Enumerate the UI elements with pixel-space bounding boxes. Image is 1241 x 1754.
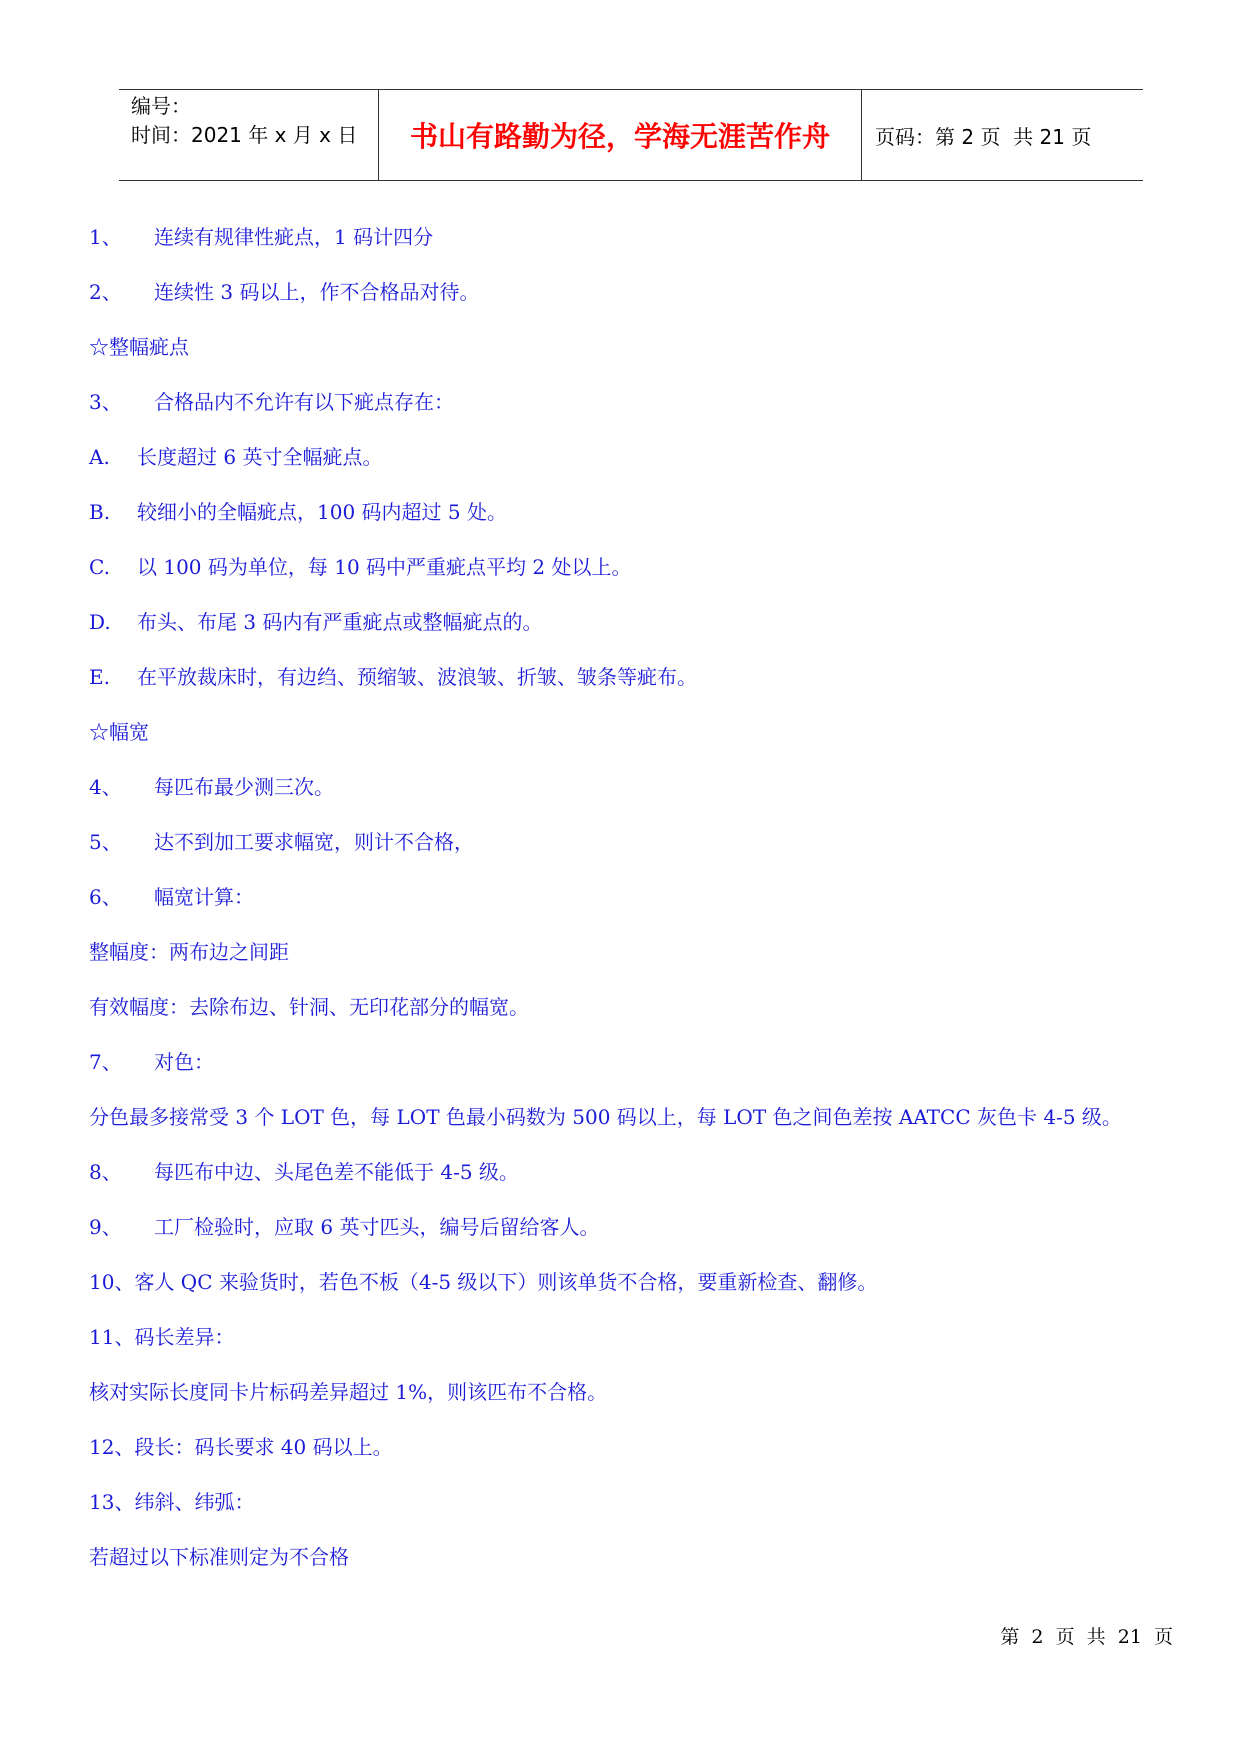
text-line xyxy=(89,827,1169,882)
page-header xyxy=(119,89,1143,181)
item-number: 1、 xyxy=(89,225,122,249)
item-text: 幅宽计算： xyxy=(154,885,254,909)
item-text: 核对实际长度同卡片标码差异超过 1%，则该匹布不合格。 xyxy=(89,1380,608,1404)
text-line xyxy=(89,442,1169,497)
text-line xyxy=(89,992,1169,1047)
text-line xyxy=(89,552,1169,607)
text-line xyxy=(89,607,1169,662)
text-line xyxy=(89,1157,1169,1212)
item-text: 合格品内不允许有以下疵点存在： xyxy=(154,390,454,414)
text-line xyxy=(89,1487,1169,1542)
page-footer: 第 2 页 共 21 页 xyxy=(1000,1626,1173,1648)
header-motto-cell xyxy=(378,90,862,180)
text-line xyxy=(89,497,1169,552)
item-number: C. xyxy=(89,555,110,579)
item-text: 达不到加工要求幅宽，则计不合格， xyxy=(154,830,474,854)
item-text: 连续有规律性疵点，1 码计四分 xyxy=(154,225,434,249)
item-text: 分色最多接常受 3 个 LOT 色，每 LOT 色最小码数为 500 码以上，每 LOT 色之间色差按 AATCC 灰色卡 4-5 级。 xyxy=(89,1105,1122,1129)
item-text: 每匹布中边、头尾色差不能低于 4-5 级。 xyxy=(154,1160,519,1184)
item-text: 10、客人 QC 来验货时，若色不板（4-5 级以下）则该单货不合格，要重新检查、翻修。 xyxy=(89,1270,878,1294)
item-text: 11、码长差异： xyxy=(89,1325,235,1349)
item-text: ☆整幅疵点 xyxy=(89,335,189,359)
item-text: 对色： xyxy=(154,1050,214,1074)
text-line xyxy=(89,1432,1169,1487)
text-line xyxy=(89,1212,1169,1267)
item-text: 每匹布最少测三次。 xyxy=(154,775,334,799)
item-number: 4、 xyxy=(89,775,122,799)
item-text: 工厂检验时，应取 6 英寸匹头，编号后留给客人。 xyxy=(154,1215,600,1239)
item-text: 在平放裁床时，有边绉、预缩皱、波浪皱、折皱、皱条等疵布。 xyxy=(137,665,697,689)
text-line xyxy=(89,937,1169,992)
item-number: 5、 xyxy=(89,830,122,854)
item-text: 12、段长：码长要求 40 码以上。 xyxy=(89,1435,393,1459)
text-line xyxy=(89,1542,1169,1597)
text-line xyxy=(89,1322,1169,1377)
item-number: E. xyxy=(89,665,110,689)
item-text: 以 100 码为单位，每 10 码中严重疵点平均 2 处以上。 xyxy=(137,555,632,579)
text-line xyxy=(89,882,1169,937)
item-text: 较细小的全幅疵点，100 码内超过 5 处。 xyxy=(137,500,507,524)
motto: 书山有路勤为径，学海无涯苦作舟 xyxy=(409,120,830,153)
time-label: 时间：2021 年 x 月 x 日 xyxy=(131,123,358,147)
item-text: 有效幅度：去除布边、针洞、无印花部分的幅宽。 xyxy=(89,995,529,1019)
item-text: 布头、布尾 3 码内有严重疵点或整幅疵点的。 xyxy=(137,610,543,634)
item-number: 7、 xyxy=(89,1050,122,1074)
item-number: D. xyxy=(89,610,111,634)
item-text: 若超过以下标准则定为不合格 xyxy=(89,1545,349,1569)
text-line xyxy=(89,1047,1169,1102)
item-text: ☆幅宽 xyxy=(89,720,149,744)
item-number: 3、 xyxy=(89,390,122,414)
text-line xyxy=(89,387,1169,442)
text-line xyxy=(89,662,1169,717)
text-line xyxy=(89,717,1169,772)
header-page-label: 页码：第 2 页 共 21 页 xyxy=(875,124,1092,149)
item-number: B. xyxy=(89,500,111,524)
item-text: 长度超过 6 英寸全幅疵点。 xyxy=(137,445,383,469)
text-line xyxy=(89,1377,1169,1432)
item-text: 13、纬斜、纬弧： xyxy=(89,1490,255,1514)
item-number: 6、 xyxy=(89,885,122,909)
text-line xyxy=(89,1267,1169,1322)
item-number: 9、 xyxy=(89,1215,122,1239)
text-line xyxy=(89,332,1169,387)
item-number: 8、 xyxy=(89,1160,122,1184)
header-info xyxy=(131,92,381,150)
text-line xyxy=(89,1102,1169,1157)
document-body xyxy=(89,222,1169,1597)
item-number: A. xyxy=(89,445,110,469)
item-text: 整幅度：两布边之间距 xyxy=(89,940,289,964)
text-line xyxy=(89,277,1169,332)
number-label: 编号： xyxy=(131,94,191,118)
item-number: 2、 xyxy=(89,280,122,304)
item-text: 连续性 3 码以上，作不合格品对待。 xyxy=(154,280,480,304)
text-line xyxy=(89,222,1169,277)
text-line xyxy=(89,772,1169,827)
